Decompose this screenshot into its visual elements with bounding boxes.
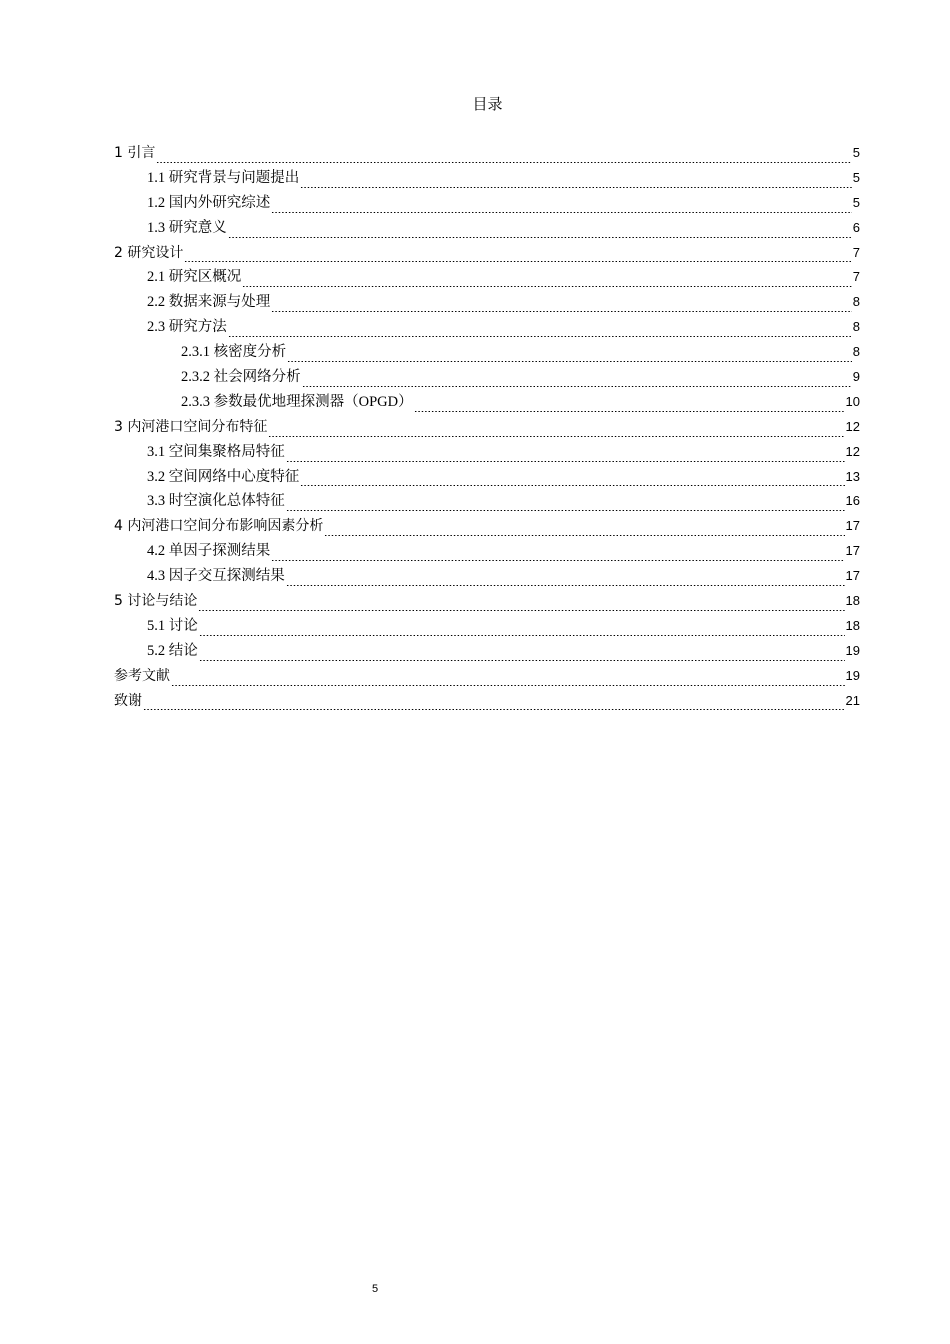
toc-entry[interactable] xyxy=(114,691,860,716)
toc-entry[interactable] xyxy=(114,666,860,691)
toc-entry[interactable] xyxy=(114,417,860,442)
toc-entry-label: 参考文献 xyxy=(114,667,170,684)
toc-entry[interactable] xyxy=(114,591,860,616)
toc-entry-label: 3.2 空间网络中心度特征 xyxy=(147,468,300,485)
toc-entry-label: 3.3 时空演化总体特征 xyxy=(147,493,285,510)
toc-entry-page: 7 xyxy=(852,244,860,260)
toc-entry-label: 5.2 结论 xyxy=(147,642,198,659)
toc-dot-leader xyxy=(199,635,845,636)
toc-list xyxy=(114,143,860,715)
toc-entry-page: 21 xyxy=(845,692,860,708)
toc-entry[interactable] xyxy=(114,467,860,492)
toc-dot-leader xyxy=(171,685,845,686)
toc-entry[interactable] xyxy=(114,442,860,467)
toc-entry-label: 3.1 空间集聚格局特征 xyxy=(147,443,285,460)
toc-entry-page: 13 xyxy=(845,468,860,484)
toc-entry[interactable] xyxy=(114,566,860,591)
toc-entry-page: 8 xyxy=(852,319,860,335)
toc-entry-page: 16 xyxy=(845,493,860,509)
toc-entry[interactable] xyxy=(114,491,860,516)
toc-entry[interactable] xyxy=(114,616,860,641)
toc-dot-leader xyxy=(414,411,845,412)
toc-entry-label: 5 讨论与结论 xyxy=(114,593,198,610)
toc-dot-leader xyxy=(300,485,844,486)
toc-entry-page: 8 xyxy=(852,344,860,360)
toc-dot-leader xyxy=(242,286,852,287)
toc-entry[interactable] xyxy=(114,367,860,392)
toc-entry-page: 6 xyxy=(852,219,860,235)
toc-entry-page: 7 xyxy=(852,269,860,285)
toc-entry-label: 2.1 研究区概况 xyxy=(147,269,242,286)
toc-title: 目录 xyxy=(472,95,503,113)
toc-entry[interactable] xyxy=(114,168,860,193)
toc-entry-page: 18 xyxy=(845,593,860,609)
toc-entry[interactable] xyxy=(114,317,860,342)
toc-entry-page: 5 xyxy=(852,194,860,210)
toc-entry-label: 致谢 xyxy=(114,692,142,709)
toc-dot-leader xyxy=(156,162,851,163)
toc-entry-label: 2.3 研究方法 xyxy=(147,319,227,336)
toc-entry-page: 12 xyxy=(845,443,860,459)
toc-entry[interactable] xyxy=(114,541,860,566)
toc-entry-label: 2 研究设计 xyxy=(114,244,184,261)
toc-dot-leader xyxy=(324,535,844,536)
toc-dot-leader xyxy=(184,261,851,262)
toc-dot-leader xyxy=(287,361,852,362)
toc-entry-label: 2.2 数据来源与处理 xyxy=(147,294,271,311)
toc-entry[interactable] xyxy=(114,641,860,666)
toc-entry[interactable] xyxy=(114,243,860,268)
toc-entry-label: 4 内河港口空间分布影响因素分析 xyxy=(114,518,324,535)
toc-entry[interactable] xyxy=(114,143,860,168)
toc-entry-page: 17 xyxy=(845,518,860,534)
toc-entry-page: 19 xyxy=(845,642,860,658)
toc-entry-label: 1.3 研究意义 xyxy=(147,219,227,236)
toc-entry[interactable] xyxy=(114,292,860,317)
page-number: 5 xyxy=(371,1283,379,1295)
toc-entry[interactable] xyxy=(114,392,860,417)
toc-dot-leader xyxy=(271,311,852,312)
toc-dot-leader xyxy=(198,610,844,611)
toc-dot-leader xyxy=(268,436,844,437)
toc-entry-label: 2.3.2 社会网络分析 xyxy=(181,369,301,386)
toc-entry-page: 17 xyxy=(845,568,860,584)
toc-entry-page: 19 xyxy=(845,667,860,683)
toc-entry[interactable] xyxy=(114,516,860,541)
toc-dot-leader xyxy=(286,461,845,462)
toc-dot-leader xyxy=(286,585,845,586)
toc-entry-page: 5 xyxy=(852,145,860,160)
toc-dot-leader xyxy=(271,212,852,213)
toc-entry[interactable] xyxy=(114,218,860,243)
toc-entry-label: 5.1 讨论 xyxy=(147,617,198,634)
toc-entry-label: 4.2 单因子探测结果 xyxy=(147,543,271,560)
toc-entry-page: 18 xyxy=(845,617,860,633)
toc-entry-label: 1 引言 xyxy=(114,145,156,161)
toc-dot-leader xyxy=(228,336,852,337)
toc-dot-leader xyxy=(286,510,845,511)
toc-entry-label: 3 内河港口空间分布特征 xyxy=(114,418,268,435)
toc-entry-label: 1.1 研究背景与问题提出 xyxy=(147,169,300,186)
toc-dot-leader xyxy=(302,386,852,387)
toc-dot-leader xyxy=(228,237,852,238)
toc-entry-label: 4.3 因子交互探测结果 xyxy=(147,568,285,585)
toc-entry-page: 10 xyxy=(845,393,860,409)
toc-entry[interactable] xyxy=(114,267,860,292)
toc-entry-page: 8 xyxy=(852,294,860,310)
toc-entry[interactable] xyxy=(114,342,860,367)
toc-entry-page: 17 xyxy=(845,543,860,559)
toc-entry-page: 12 xyxy=(845,418,860,434)
toc-dot-leader xyxy=(199,660,845,661)
toc-entry[interactable] xyxy=(114,193,860,218)
toc-entry-label: 2.3.3 参数最优地理探测器（OPGD） xyxy=(181,393,413,410)
toc-dot-leader xyxy=(143,709,845,710)
toc-dot-leader xyxy=(271,560,844,561)
toc-entry-label: 2.3.1 核密度分析 xyxy=(181,344,287,361)
toc-entry-label: 1.2 国内外研究综述 xyxy=(147,194,271,211)
toc-entry-page: 5 xyxy=(852,169,860,185)
toc-entry-page: 9 xyxy=(852,369,860,385)
toc-dot-leader xyxy=(300,187,852,188)
